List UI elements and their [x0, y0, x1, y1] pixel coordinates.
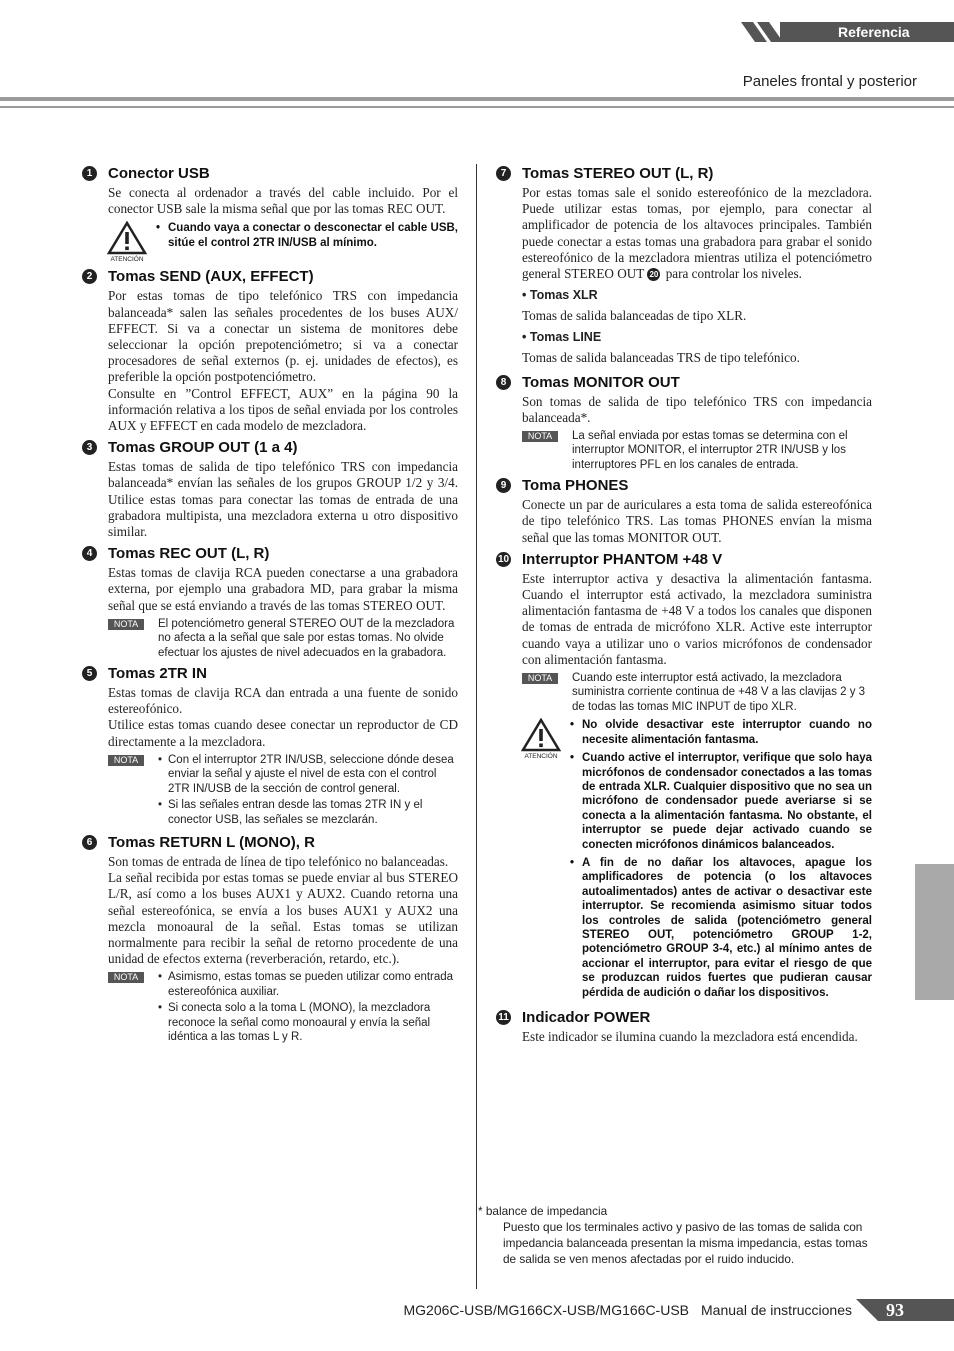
section-title: Interruptor PHANTOM +48 V	[522, 550, 723, 568]
section-2tr-in	[82, 664, 458, 829]
section-title: Tomas MONITOR OUT	[522, 373, 680, 391]
section-body: Conecte un par de auriculares a esta toma de salida estereofónica de tipo telefónico TRS. Las tomas PHONES envían la misma señal que las tomas MONITOR OUT.	[522, 497, 872, 545]
nota-badge: NOTA	[108, 755, 144, 766]
warning-label: ATENCIÓN	[110, 256, 144, 264]
section-title: Tomas GROUP OUT (1 a 4)	[108, 439, 298, 457]
section-power	[496, 1008, 872, 1045]
section-number: 5	[82, 666, 97, 681]
section-group-out	[82, 438, 458, 540]
left-column	[82, 164, 458, 1050]
page-number: 93	[878, 1299, 954, 1321]
nota-item: • Si conecta solo a la toma L (MONO), la mezcladora reconoce la señal como monoaural y envía la señal idéntica a las tomas L y R.	[158, 1001, 458, 1044]
section-title: Indicador POWER	[522, 1009, 651, 1027]
section-rec-out	[82, 544, 458, 660]
section-body: Estas tomas de clavija RCA pueden conectarse a una grabadora externa, por ejemplo una grabadora MD, para grabar la misma señal que se está enviando a través de las tomas STEREO OUT.	[108, 565, 458, 613]
section-body: Consulte en ”Control EFFECT, AUX” en la página 90 la información relativa a los tipos de señal enviada por los controles AUX y EFFECT en cada modelo de mezcladora.	[108, 385, 458, 434]
warning-icon	[516, 718, 566, 1004]
section-title: Conector USB	[108, 165, 210, 182]
nota-text: El potenciómetro general STEREO OUT de la mezcladora no afecta a la señal que sale por estas tomas. No olvide efectuar los ajustes de nivel adecuados en la grabadora.	[158, 617, 455, 659]
header-rule	[0, 97, 954, 101]
section-body: Por estas tomas de tipo telefónico TRS con impedancia balanceada* salen las señales procedentes de los buses AUX/ EFFECT. Si va a conectar un sistema de monitores debe seleccionar la opción prepotenciómetro; si va a conectar procesadores de señal externos (p. ej. unidades de efectos), es preferible la opción postpotenciómetro.	[108, 288, 458, 385]
section-body: Estas tomas de clavija RCA dan entrada a una fuente de sonido estereofónico.	[108, 685, 458, 717]
section-number: 3	[82, 440, 97, 455]
section-number: 11	[496, 1010, 511, 1025]
section-body: Este indicador se ilumina cuando la mezcladora está encendida.	[522, 1029, 858, 1045]
page-subtitle: Paneles frontal y posterior	[742, 73, 917, 90]
subsection-body: Tomas de salida balanceadas TRS de tipo telefónico.	[522, 350, 800, 366]
subsection-title: • Tomas XLR	[496, 288, 872, 302]
nota-item: • Con el interruptor 2TR IN/USB, seleccione dónde desea enviar la señal y ajuste el nivel de esta con el control 2TR IN/USB de la sección de control general.	[158, 753, 458, 796]
section-phones	[496, 476, 872, 546]
nota-item: • Asimismo, estas tomas se pueden utilizar como entrada estereofónica auxiliar.	[158, 970, 458, 999]
section-body: para controlar los niveles.	[665, 266, 802, 282]
nota-text: Cuando este interruptor está activado, la mezcladora suministra corriente continua de +48 V a las clavijas 2 y 3 de todas las tomas MIC INPUT de tipo XLR.	[572, 672, 866, 713]
nota-badge: NOTA	[522, 431, 558, 442]
section-title: Tomas 2TR IN	[108, 665, 207, 683]
nota-text: La señal enviada por estas tomas se determina con el interruptor MONITOR, el interruptor 2TR IN/USB y los interruptores PFL en los canales de entrada.	[572, 430, 848, 471]
section-number: 10	[497, 553, 510, 565]
warning-item: • Cuando active el interruptor, verifique que solo haya micrófonos de condensador conectados a las tomas de entrada XLR. Cualquier dispositivo que no sea un micrófono de condensador puede averiarse si se conecta a la alimentación fantasma. No obstante, el interruptor se puede dejar activado cuando se conecten micrófonos dinámicos balanceados.	[570, 751, 872, 852]
footer-models: MG206C-USB/MG166CX-USB/MG166C-USB	[403, 1302, 690, 1318]
nota-badge: NOTA	[108, 619, 144, 630]
warning-item: • A fin de no dañar los altavoces, apague los amplificadores de potencia (o los altavoces autoalimentados) antes de activar o desactivar este interruptor. Se recomienda asimismo situar todos los controles de salida (potenciómetro general STEREO OUT, potenciómetro GROUP 1-2, potenciómetro GROUP 3-4, etc.) al mínimo antes de accionar el interruptor, para evitar el riesgo de que se produzcan ruidos fuertes que pudieran causar pérdida de audición o dañar los dispositivos.	[570, 856, 872, 1000]
footnote-title: * balance de impedancia	[478, 1204, 608, 1218]
subsection-title: • Tomas LINE	[496, 330, 872, 344]
side-tab	[915, 864, 954, 1000]
section-body: Estas tomas de salida de tipo telefónico TRS con impedancia balanceada* envían las señales de los grupos GROUP 1/2 y 3/4. Utilice estas tomas para conectar las tomas de entrada de una grabadora multipista, una mezcladora externa u otro dispositivo similar.	[108, 459, 458, 540]
nota-badge: NOTA	[522, 673, 558, 684]
footer	[0, 1302, 852, 1318]
footnote-body: Puesto que los terminales activo y pasivo de las tomas de salida con impedancia balanceada presentan la misma impedancia, estas tomas de salida se ven menos afectadas por el ruido inducido.	[503, 1220, 868, 1266]
section-number: 1	[82, 166, 97, 181]
subsection-body: Tomas de salida balanceadas de tipo XLR.	[522, 308, 747, 324]
section-number: 9	[496, 478, 511, 493]
section-title: Tomas SEND (AUX, EFFECT)	[108, 268, 314, 286]
section-title: Tomas STEREO OUT (L, R)	[522, 165, 714, 182]
section-title: Tomas REC OUT (L, R)	[108, 545, 270, 563]
header-rule-thin	[0, 106, 954, 108]
section-body: Son tomas de salida de tipo telefónico TRS con impedancia balanceada*.	[522, 393, 872, 425]
section-number: 8	[496, 375, 511, 390]
section-body: La señal recibida por estas tomas se puede enviar al bus STEREO L/R, así como a los buses AUX1 y AUX2. Cuando retorna una señal estereofónica, se envía a los buses AUX1 y AUX2 una mezcla monoaural de la señal. Estas tomas se utilizan normalmente para recibir la señal de retorno procedente de una unidad de efectos externa (reverberación, retardo, etc.).	[108, 870, 458, 967]
section-title: Toma PHONES	[522, 477, 629, 495]
section-number: 6	[82, 835, 97, 850]
section-return	[82, 833, 458, 1046]
warning-item: • No olvide desactivar este interruptor cuando no necesite alimentación fantasma.	[570, 718, 872, 747]
section-send	[82, 267, 458, 434]
section-tab-label: Referencia	[838, 24, 910, 40]
section-body: Son tomas de entrada de línea de tipo telefónico no balanceadas.	[108, 853, 449, 869]
section-body: Por estas tomas sale el sonido estereofónico de la mezcladora. Puede utilizar estas tomas, por ejemplo, para conectar al amplificador de potencia de los altavoces principales. También puede conectar a estas tomas una grabadora para grabar el sonido estereofónico de la mezcladora mientras utiliza el potenciómetro general STEREO OUT	[522, 185, 872, 282]
section-number: 4	[82, 546, 97, 561]
section-phantom	[496, 550, 872, 1004]
section-number: 7	[496, 166, 511, 181]
warning-icon	[102, 221, 152, 263]
section-body: Utilice estas tomas cuando desee conectar un reproductor de CD directamente a la mezcladora.	[108, 717, 458, 749]
warning-label: ATENCIÓN	[524, 753, 558, 761]
page-number-tab	[856, 1299, 954, 1321]
column-divider	[476, 164, 477, 1289]
warning-text: • Cuando vaya a conectar o desconectar el cable USB, sitúe el control 2TR IN/USB al mínimo.	[156, 221, 458, 250]
section-tab	[742, 22, 954, 42]
section-stereo-out	[496, 164, 872, 367]
section-title: Tomas RETURN L (MONO), R	[108, 833, 315, 851]
nota-badge: NOTA	[108, 972, 144, 983]
right-column	[496, 164, 872, 1049]
section-number: 2	[82, 269, 97, 284]
section-body: Se conecta al ordenador a través del cable incluido. Por el conector USB sale la misma señal que por las tomas REC OUT.	[108, 185, 458, 217]
nota-item: • Si las señales entran desde las tomas 2TR IN y el conector USB, las señales se mezclarán.	[158, 798, 458, 827]
footer-manual: Manual de instrucciones	[701, 1302, 852, 1318]
footnote	[478, 1203, 873, 1267]
section-body: Este interruptor activa y desactiva la alimentación fantasma. Cuando el interruptor está activado, la mezcladora suministra alimentación fantasma de +48 V a todos los canales que disponen de tomas de entrada de micrófono XLR. Active este interruptor cuando vaya a utilizar uno o varios micrófonos de condensador con alimentación fantasma.	[522, 570, 872, 667]
section-monitor-out	[496, 373, 872, 473]
section-usb	[82, 164, 458, 263]
control-ref-number: 20	[647, 268, 660, 281]
